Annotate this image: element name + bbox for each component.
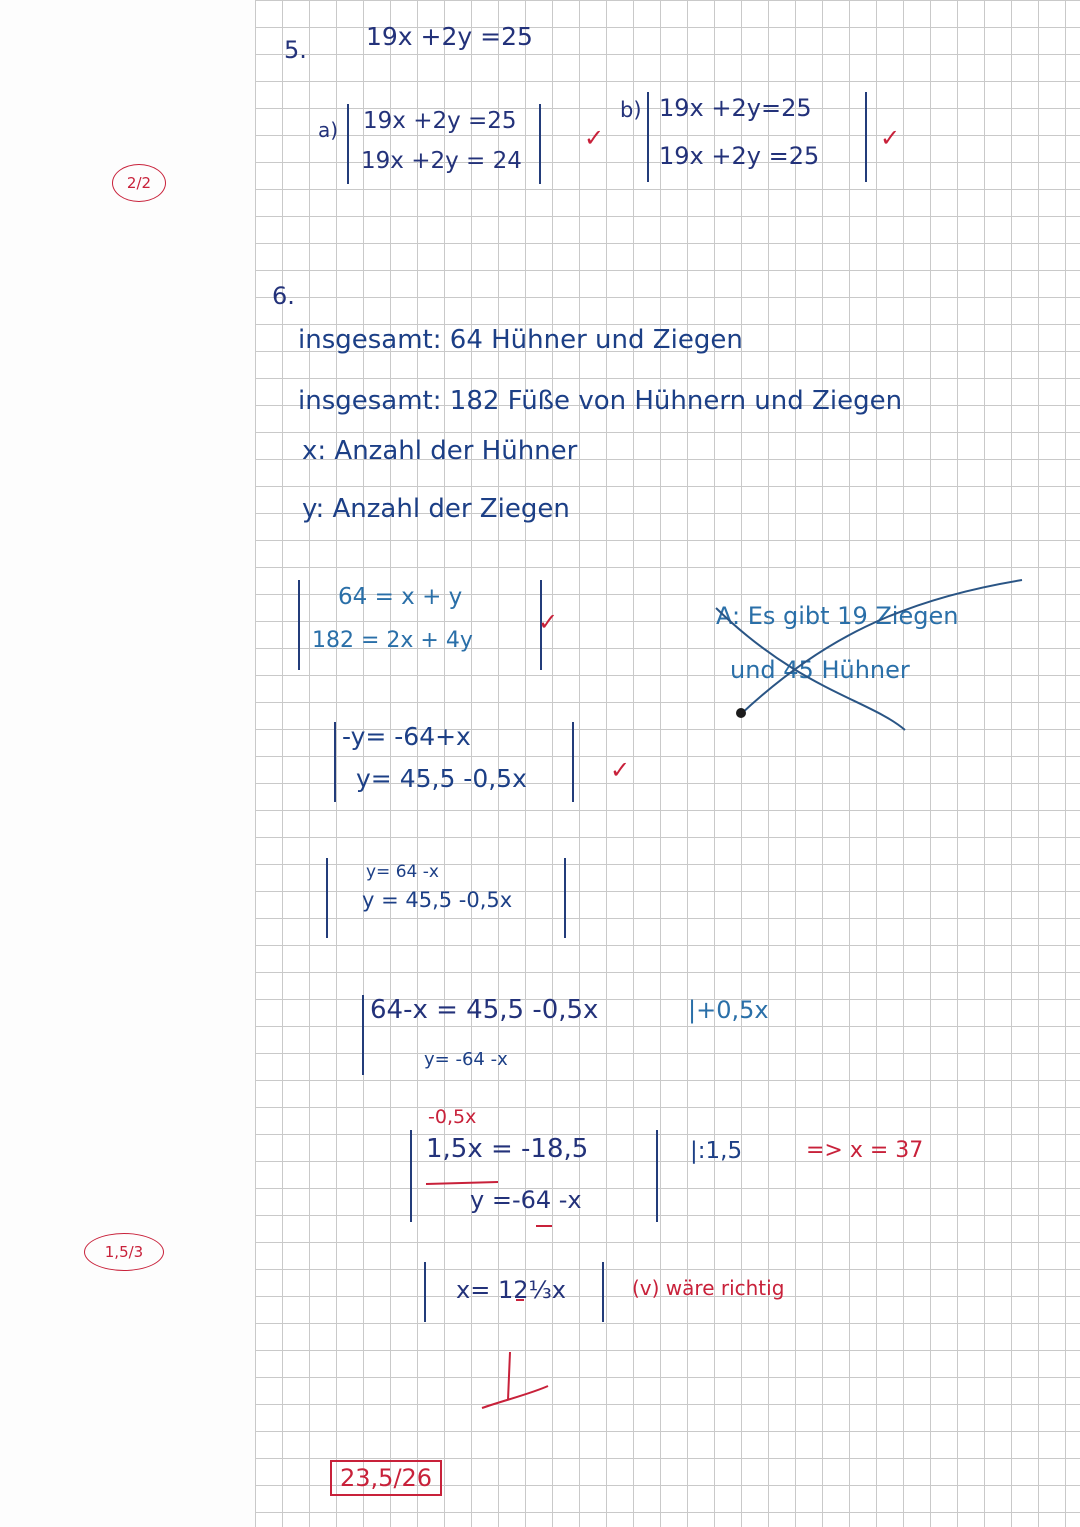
system1-eq1: 64 = x + y — [338, 584, 463, 610]
strike-dot — [736, 708, 746, 718]
check-mark-task5a: ✓ — [584, 124, 605, 152]
system2-eq1: -y= -64+x — [342, 722, 471, 751]
system2-eq2: y= 45,5 -0,5x — [356, 764, 527, 793]
task5-b-eq1: 19x +2y=25 — [659, 94, 812, 122]
system1-eq2: 182 = 2x + 4y — [312, 628, 473, 653]
strike-line-2 — [740, 580, 1022, 715]
given-line-4: y: Anzahl der Ziegen — [302, 494, 570, 524]
struck-answer-line-2: und 45 Hühner — [730, 656, 910, 684]
error-mark — [482, 1352, 548, 1408]
task5-part-a-label: a) — [318, 118, 339, 142]
step5-eq2: y =-64 -x — [470, 1186, 582, 1214]
step5-operation: |:1,5 — [690, 1138, 743, 1164]
score-task5: 2/2 — [112, 164, 166, 202]
system3-eq2: y = 45,5 -0,5x — [362, 888, 513, 912]
task5-number: 5. — [284, 36, 307, 64]
given-line-1: insgesamt: 64 Hühner und Ziegen — [298, 325, 743, 355]
underline-1-5x — [426, 1182, 498, 1184]
step4-eq2: y= -64 -x — [424, 1049, 508, 1070]
system3-eq1: y= 64 -x — [366, 862, 439, 882]
task5-part-b-label: b) — [620, 98, 642, 122]
given-line-3: x: Anzahl der Hühner — [302, 436, 578, 466]
step6-eq1: x= 12⅓x — [456, 1276, 566, 1304]
step4-operation: |+0,5x — [688, 996, 769, 1024]
step5-note: -0,5x — [428, 1106, 477, 1128]
total-score: 23,5/26 — [330, 1460, 442, 1496]
step4-eq1: 64-x = 45,5 -0,5x — [370, 995, 599, 1025]
task6-number: 6. — [272, 282, 295, 310]
check-mark-system1: ✓ — [538, 608, 559, 636]
score-task6: 1,5/3 — [84, 1233, 164, 1271]
check-mark-task5b: ✓ — [880, 124, 901, 152]
step5-eq1: 1,5x = -18,5 — [426, 1134, 589, 1164]
task5-equation: 19x +2y =25 — [366, 22, 533, 51]
correction-comment: (v) wäre richtig — [632, 1276, 785, 1300]
given-line-2: insgesamt: 182 Füße von Hühnern und Ziegen — [298, 386, 903, 416]
struck-answer-line-1: A: Es gibt 19 Ziegen — [716, 602, 959, 630]
task5-a-eq1: 19x +2y =25 — [363, 108, 517, 134]
task5-a-eq2: 19x +2y = 24 — [361, 148, 522, 174]
task5-b-eq2: 19x +2y =25 — [659, 142, 820, 170]
check-mark-system2: ✓ — [610, 756, 631, 784]
step5-result: => x = 37 — [806, 1138, 924, 1163]
